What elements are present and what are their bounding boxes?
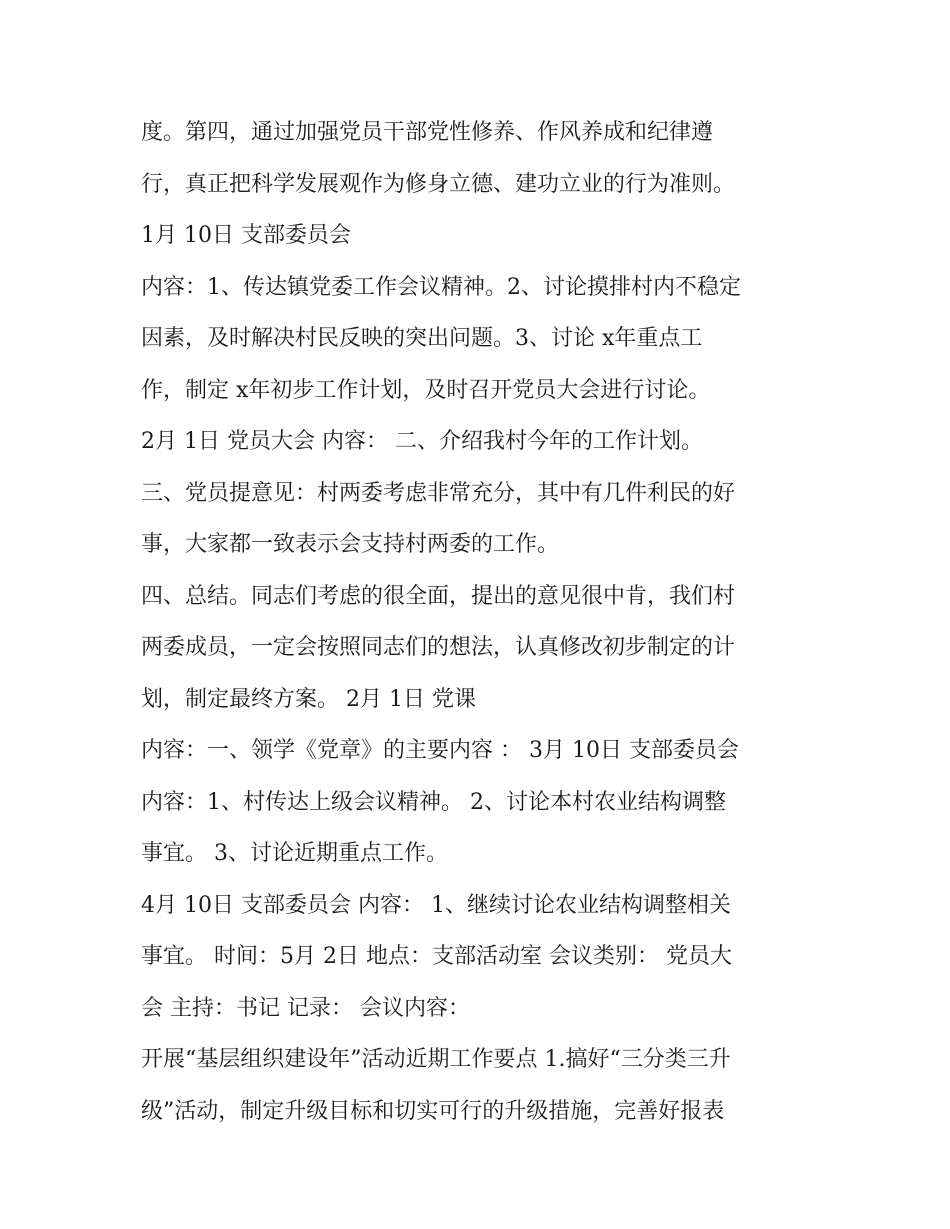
text-line: 开展“基层组织建设年”活动近期工作要点 1.搞好“三分类三升: [141, 1047, 731, 1072]
text-line: 4月 10日 支部委员会 内容： 1、继续讨论农业结构调整相关: [141, 892, 731, 918]
text-line: 度。第四，通过加强党员干部党性修养、作风养成和纪律遵: [141, 120, 714, 145]
text-line: 作，制定 x年初步工作计划，及时召开党员大会进行讨论。: [141, 377, 711, 403]
text-line: 事，大家都一致表示会支持村两委的工作。: [141, 532, 560, 557]
text-line: 级”活动，制定升级目标和切实可行的升级措施，完善好报表: [141, 1098, 725, 1124]
text-line: 1月 10日 支部委员会: [141, 223, 351, 248]
text-line: 内容：一、领学《党章》的主要内容 ： 3月 10日 支部委员会: [141, 738, 739, 763]
text-line: 内容：1、传达镇党委工作会议精神。2、讨论摸排村内不稳定: [141, 274, 741, 300]
text-line: 因素，及时解决村民反映的突出问题。3、讨论 x年重点工: [141, 326, 703, 351]
text-line: 划，制定最终方案。 2月 1日 党课: [141, 686, 476, 712]
text-line: 三、党员提意见：村两委考虑非常充分，其中有几件利民的好: [141, 480, 736, 506]
document-body: [141, 107, 821, 1137]
text-line: 2月 1日 党员大会 内容： 二、介绍我村今年的工作计划。: [141, 429, 703, 454]
text-line: 行，真正把科学发展观作为修身立德、建功立业的行为准则。: [141, 171, 736, 197]
text-line: 四、总结。同志们考虑的很全面，提出的意见很中肯，我们村: [141, 583, 736, 609]
text-line: 事宜。 3、讨论近期重点工作。: [141, 841, 448, 866]
text-line: 内容：1、村传达上级会议精神。 2、讨论本村农业结构调整: [141, 789, 726, 815]
text-line: 两委成员，一定会按照同志们的想法，认真修改初步制定的计: [141, 635, 736, 660]
text-line: 事宜。 时间：5月 2日 地点：支部活动室 会议类别： 党员大: [141, 944, 732, 969]
text-line: 会 主持：书记 记录： 会议内容：: [141, 995, 470, 1021]
